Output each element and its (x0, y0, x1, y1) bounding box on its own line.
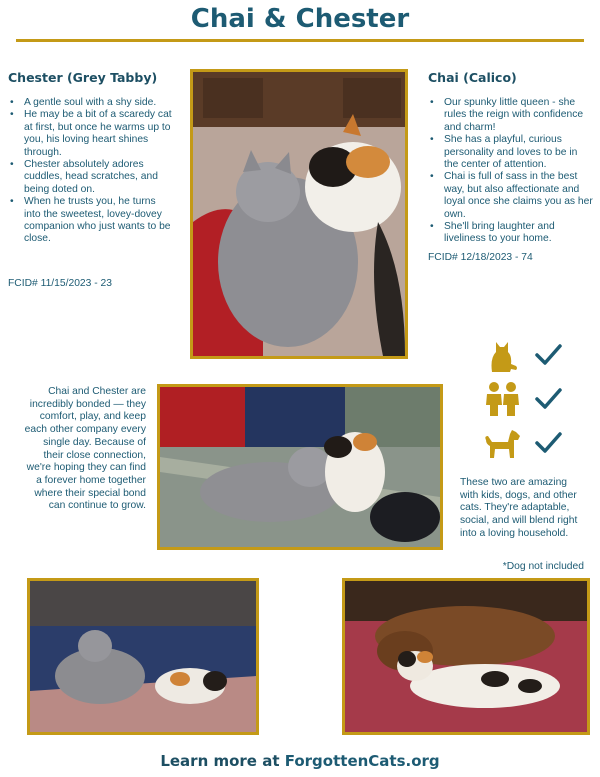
chai-heading: Chai (Calico) (428, 70, 517, 85)
photo-chai-chester-cuddle (190, 69, 408, 359)
chai-fcid: FCID# 12/18/2023 - 74 (428, 252, 533, 263)
list-item: • When he trusts you, he turns into the sweetest, lovey-dovey companion who just wants to be close. (8, 196, 173, 246)
photo-cats-on-bed (157, 384, 443, 550)
cat-icon (482, 334, 522, 374)
photo-cat-with-dog (342, 578, 590, 735)
dog-icon (482, 422, 522, 462)
list-item: • Chai is full of sass in the best way, but also affectionate and loyal once she claims you as her own. (428, 171, 594, 221)
list-item: • She'll bring laughter and liveliness to your home. (428, 221, 594, 246)
footer-prefix: Learn more at (160, 752, 285, 770)
page-title: Chai & Chester (190, 4, 410, 34)
footer-call-to-action (0, 752, 600, 770)
chester-heading: Chester (Grey Tabby) (8, 70, 158, 85)
list-item: • He may be a bit of a scaredy cat at first, but once he warms up to you, his loving heart shines through. (8, 109, 173, 159)
cats-compatible-row (482, 334, 572, 374)
website-link[interactable]: ForgottenCats.org (284, 752, 440, 770)
dog-not-included-note: *Dog not included (502, 561, 584, 572)
checkmark-icon (532, 338, 564, 370)
dogs-compatible-row (482, 422, 572, 462)
checkmark-icon (532, 426, 564, 458)
kids-compatible-row (482, 378, 572, 418)
list-item: • She has a playful, curious personality and loves to be in the center of attention. (428, 134, 594, 171)
list-item: • Our spunky little queen - she rules the reign with confidence and charm! (428, 97, 594, 134)
title-divider (16, 39, 584, 42)
list-item: • A gentle soul with a shy side. (8, 97, 173, 109)
kids-icon (482, 378, 522, 418)
list-item: • Chester absolutely adores cuddles, head scratches, and being doted on. (8, 159, 173, 196)
chester-bullet-list (8, 97, 173, 246)
photo-cats-on-blanket (27, 578, 259, 735)
checkmark-icon (532, 382, 564, 414)
bonded-paragraph: Chai and Chester are incredibly bonded — they comfort, play, and keep each other company every single day. Because of their close connection, we're hoping they can find a forever home together where their special bond can continue to grow. (24, 386, 146, 512)
compatibility-paragraph: These two are amazing with kids, dogs, and other cats. They're adaptable, social, and will blend right into a loving household. (460, 477, 578, 539)
chester-fcid: FCID# 11/15/2023 - 23 (8, 278, 112, 289)
chai-bullet-list (428, 97, 594, 246)
